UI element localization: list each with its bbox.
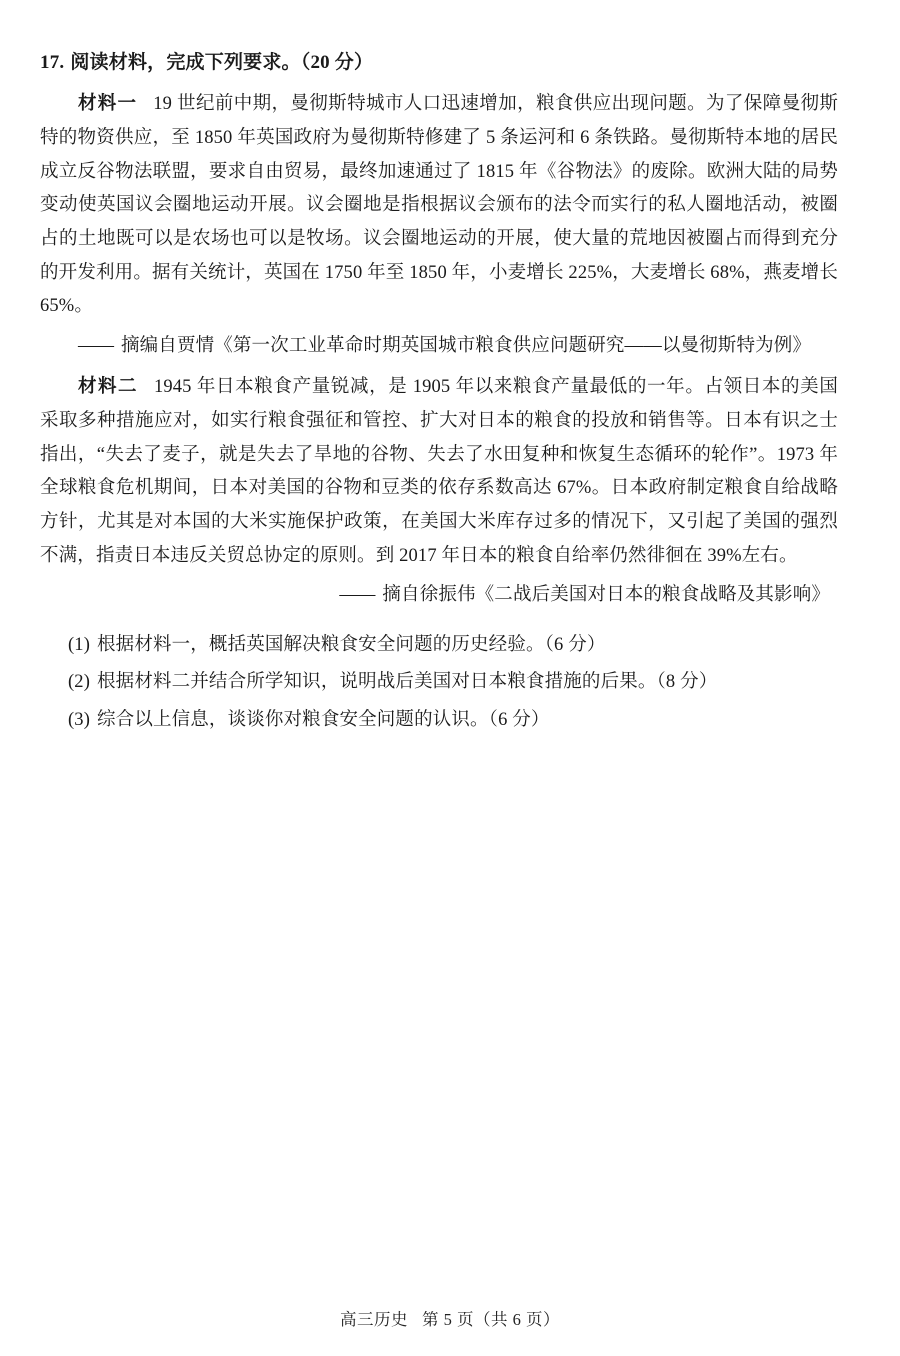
page-footer [0, 1306, 900, 1330]
sub-question-list [40, 627, 838, 741]
material-one-paragraph [40, 88, 838, 324]
sub-question-3 [40, 702, 838, 740]
sub-question-3-text: 综合以上信息，谈谈你对粮食安全问题的认识。（6 分） [97, 710, 550, 731]
em-dash-glyph: —— [339, 585, 375, 606]
sub-question-2-text: 根据材料二并结合所学知识，说明战后美国对日本粮食措施的后果。（8 分） [97, 672, 718, 693]
material-one-text: 19 世纪前中期，曼彻斯特城市人口迅速增加，粮食供应出现问题。为了保障曼彻斯特的物资供应，至 1850 年英国政府为曼彻斯特修建了 5 条运河和 6 条铁路。曼彻斯特本地的居民成立反谷物法联盟，要求自由贸易，最终加速通过了 1815 年《谷物法》的废除。欧洲大陆的局势变动使英国议会圈地运动开展。议会圈地是指根据议会颁布的法令而实行的私人圈地活动，被圈占的土地既可以是农场也可以是牧场。议会圈地运动的开展，使大量的荒地因被圈占而得到充分的开发利用。据有关统计，英国在 1750 年至 1850 年，小麦增长 225%，大麦增长 68%，燕麦增长 65%。 [40, 94, 838, 317]
footer-subject: 高三历史 [340, 1310, 408, 1329]
material-two-source-text: 摘自徐振伟《二战后美国对日本的粮食战略及其影响》 [382, 585, 830, 606]
sub-question-2 [40, 664, 838, 702]
question-number: 17. [40, 52, 65, 73]
material-one-source [40, 330, 838, 363]
sub-question-3-marker: (3) [68, 710, 91, 731]
sub-question-1-marker: (1) [68, 634, 91, 655]
material-two-source [40, 579, 838, 612]
question-heading [40, 48, 838, 78]
sub-question-2-marker: (2) [68, 672, 91, 693]
footer-page-label: 第 5 页（共 6 页） [422, 1310, 560, 1329]
sub-question-1-text: 根据材料一，概括英国解决粮食安全问题的历史经验。（6 分） [97, 634, 606, 655]
em-dash-glyph: —— [78, 335, 113, 356]
material-one-source-text: 摘编自贾情《第一次工业革命时期英国城市粮食供应问题研究——以曼彻斯特为例》 [121, 335, 812, 356]
material-two-paragraph [40, 371, 838, 573]
material-two-label: 材料二 [78, 377, 138, 398]
sub-question-1 [40, 627, 838, 665]
material-two-text: 1945 年日本粮食产量锐减，是 1905 年以来粮食产量最低的一年。占领日本的美国采取多种措施应对，如实行粮食强征和管控、扩大对日本的粮食的投放和销售等。日本有识之士指出，“失去了麦子，就是失去了旱地的谷物、失去了水田复种和恢复生态循环的轮作”。1973 年全球粮食危机期间，日本对美国的谷物和豆类的依存系数高达 67%。日本政府制定粮食自给战略方针，尤其是对本国的大米实施保护政策，在美国大米库存过多的情况下，又引起了美国的强烈不满，指责日本违反关贸总协定的原则。到 2017 年日本的粮食自给率仍然徘徊在 39%左右。 [40, 377, 838, 566]
question-prompt: 阅读材料，完成下列要求。（20 分） [70, 52, 374, 73]
material-one-label: 材料一 [78, 94, 138, 115]
